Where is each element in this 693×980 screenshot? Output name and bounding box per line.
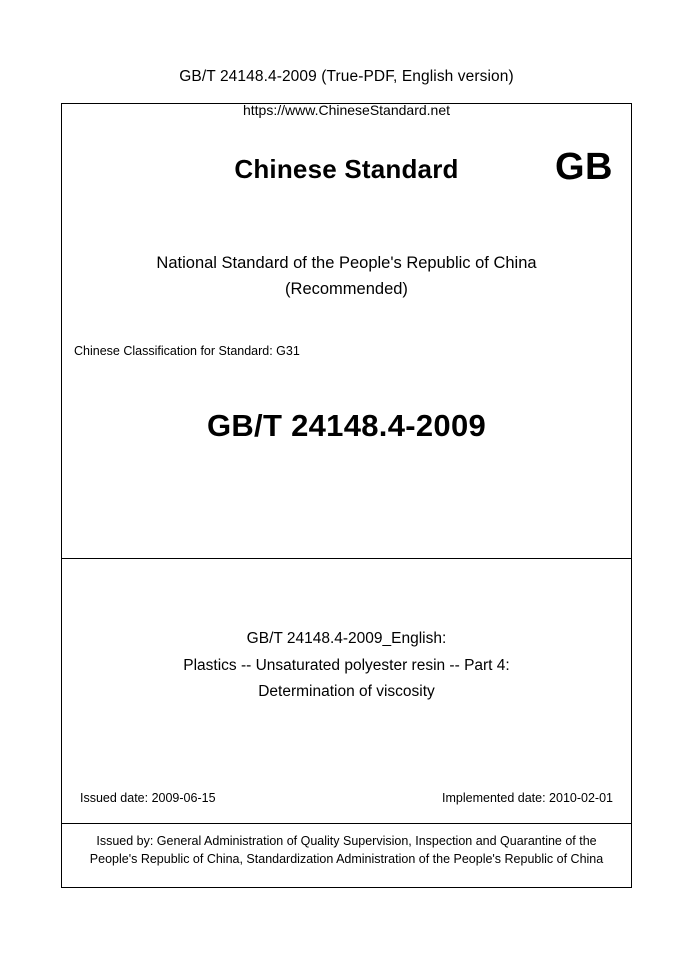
cover-lower-block [62,559,631,824]
issued-date: Issued date: 2009-06-15 [80,791,216,805]
national-standard-line-1: National Standard of the People's Republic of China [156,254,537,272]
english-title [62,559,631,706]
cover-frame [61,103,632,888]
classification-text: Chinese Classification for Standard: G31 [74,344,300,359]
english-title-line-2: Plastics -- Unsaturated polyester resin -- Part 4: [183,656,510,674]
english-title-line-3: Determination of viscosity [258,683,435,701]
issued-by-text: Issued by: General Administration of Quality Supervision, Inspection and Quarantine of the People's Republic of China, Standardization Administration of the People's Republic of China [89,834,604,867]
cover-upper-block [62,104,631,559]
date-row [62,791,631,805]
english-title-line-1: GB/T 24148.4-2009_English: [246,630,447,647]
cover-heading: Chinese Standard [234,154,459,184]
standard-number: GB/T 24148.4-2009 [206,408,487,444]
page-title: GB/T 24148.4-2009 (True-PDF, English version) [179,68,514,85]
national-standard-text [62,251,631,302]
footer-link[interactable]: https://www.ChineseStandard.net [242,102,450,118]
gb-logo: GB [555,146,613,188]
national-standard-line-2: (Recommended) [285,279,408,298]
implemented-date: Implemented date: 2010-02-01 [442,791,613,805]
